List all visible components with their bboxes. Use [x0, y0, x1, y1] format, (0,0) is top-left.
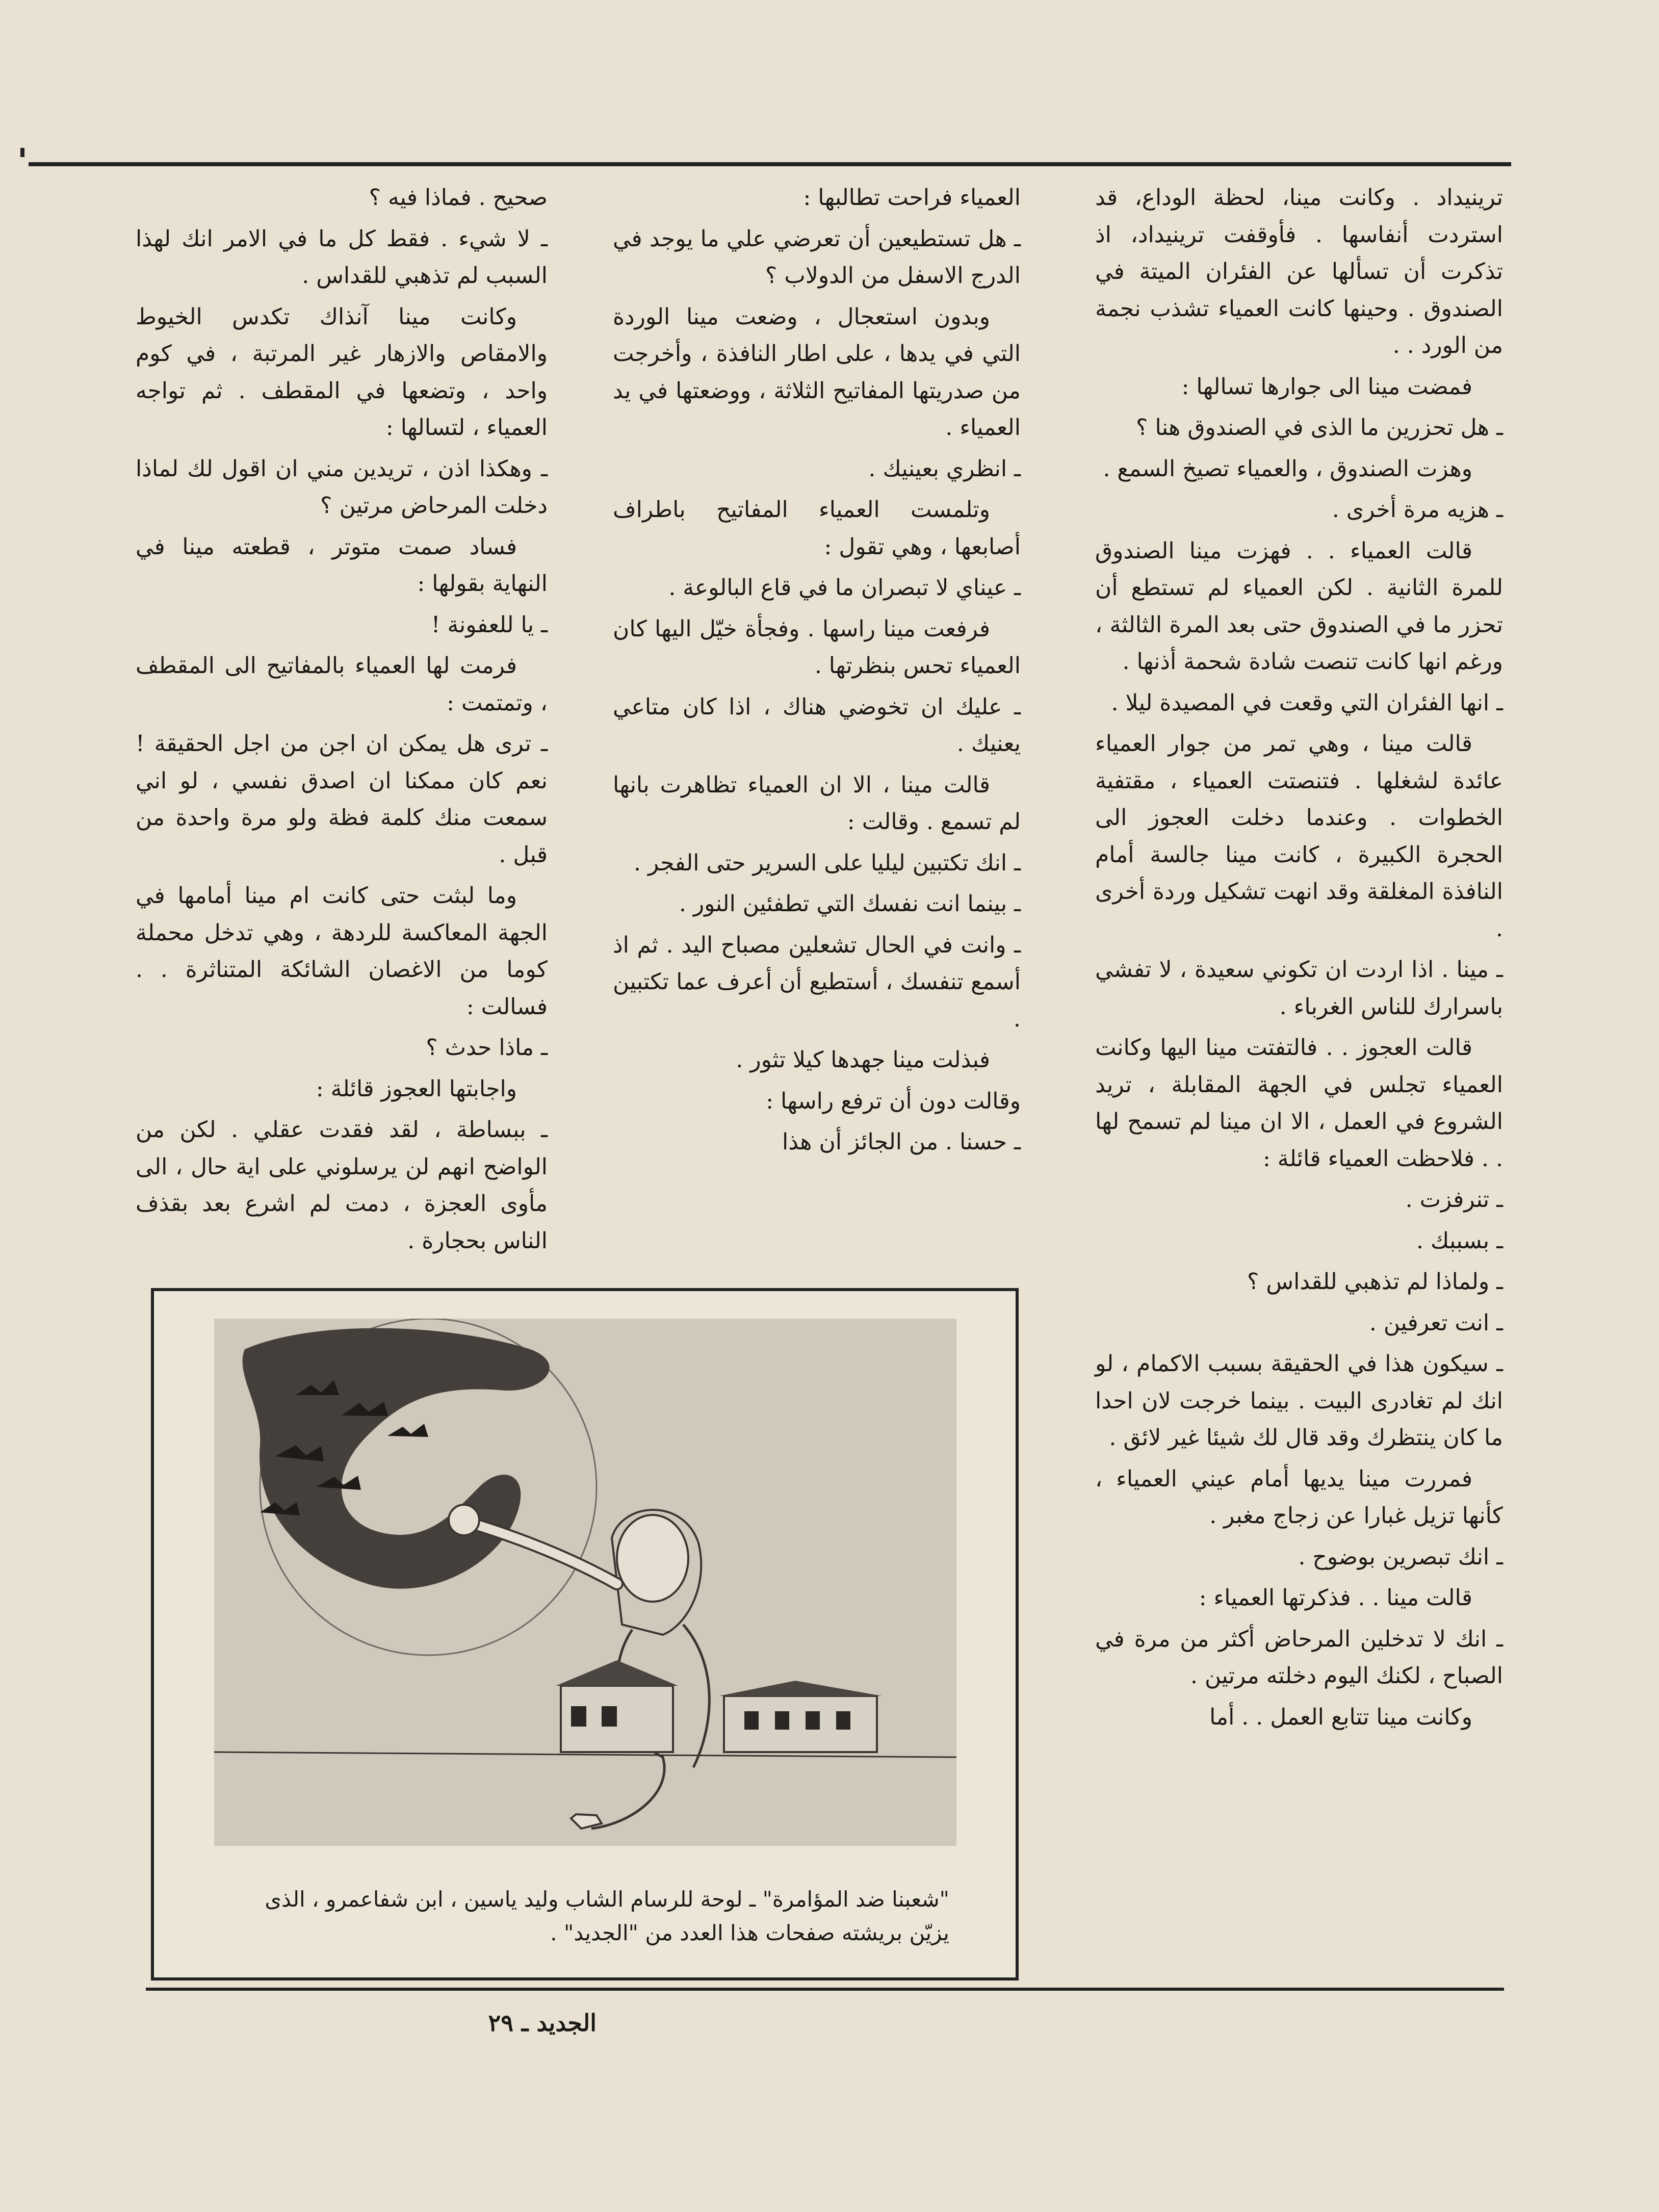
dialogue-line: ـ انك لا تدخلين المرحاض أكثر من مرة في الصباح ، لكنك اليوم دخلته مرتين . [1095, 1626, 1503, 1689]
dialogue-line: ـ انك تبصرين بوضوح . [1298, 1544, 1503, 1570]
paragraph: قالت مينا ، الا ان العمياء تظاهرت بانها لم تسمع . وقالت : [613, 771, 1021, 835]
dialogue-line: ـ هل تستطيعين أن تعرضي علي ما يوجد في الدرج الاسفل من الدولاب ؟ [613, 225, 1021, 289]
article-column-right [1095, 179, 1503, 1979]
artwork-drawing [214, 1319, 956, 1846]
paragraph: وهزت الصندوق ، والعمياء تصيخ السمع . [1103, 455, 1472, 482]
page-edge-mark [20, 148, 24, 157]
paragraph: فرفعت مينا راسها . وفجأة خيّل اليها كان العمياء تحس بنظرتها . [613, 615, 1021, 679]
dialogue-line: ـ لا شيء . فقط كل ما في الامر انك لهذا السبب لم تذهبي للقداس . [136, 225, 548, 289]
illustration-artwork [214, 1319, 956, 1846]
illustration-frame [151, 1288, 1019, 1980]
dialogue-line: ـ بينما انت نفسك التي تطفئين النور . [679, 891, 1021, 917]
article-column-middle [613, 179, 1021, 1276]
dialogue-line: ـ انك تكتبين ليليا على السرير حتى الفجر . [633, 850, 1021, 876]
dialogue-line: ـ ببساطة ، لقد فقدت عقلي . لكن من الواضح انهم لن يرسلوني على اية حال ، الى مأوى العجزة ، دمت لم اشرع بعد بقذف الناس بحجارة . [136, 1117, 548, 1254]
paragraph: فمررت مينا يديها أمام عيني العمياء ، كأنها تزيل غبارا عن زجاج مغبر . [1095, 1465, 1503, 1529]
dialogue-line: ـ ماذا حدث ؟ [426, 1035, 548, 1061]
paragraph: وكانت مينا آنذاك تكدس الخيوط والامقاص والازهار غير المرتبة ، في كوم واحد ، وتضعها في المقطف . ثم تواجه العمياء ، لتسالها : [136, 303, 548, 441]
dialogue-line: ـ وهكذا اذن ، تريدين مني ان اقول لك لماذا دخلت المرحاض مرتين ؟ [136, 455, 548, 519]
dialogue-line: ـ انها الفئران التي وقعت في المصيدة ليلا . [1111, 689, 1503, 716]
paragraph: فرمت لها العمياء بالمفاتيح الى المقطف ، وتمتمت : [136, 653, 548, 716]
dialogue-line: ـ انظري بعينيك . [868, 455, 1021, 482]
figure-caption: "شعبنا ضد المؤامرة" ـ لوحة للرسام الشاب وليد ياسين ، ابن شفاعمرو ، الذى يزيّن بريشته صفحات هذا العدد من "الجديد" . [265, 1887, 949, 1945]
bottom-rule [146, 1988, 1504, 1991]
dialogue-line: ـ عليك ان تخوضي هناك ، اذا كان متاعي يعنيك . [613, 693, 1021, 757]
paragraph: وما لبثت حتى كانت ام مينا أمامها في الجهة المعاكسة للردهة ، وهي تدخل محملة كوما من الاغصان الشائكة المتناثرة . . فسالت : [136, 883, 548, 1020]
paragraph: قالت مينا ، وهي تمر من جوار العمياء عائدة لشغلها . فتنصتت العمياء ، مقتفية الخطوات . وعندما دخلت العجوز الى الحجرة الكبيرة ، كانت مينا جالسة أمام النافذة المغلقة وقد انهت تشكيل وردة أخرى . [1095, 731, 1503, 942]
paragraph: ترينيداد . وكانت مينا، لحظة الوداع، قد استردت أنفاسها . فأوقفت ترينيداد، اذ تذكرت أن تسألها عن الفئران الميتة في الصندوق . وحينها كانت العمياء تشذب نجمة من الورد . . [1095, 185, 1503, 358]
dialogue-line: ـ ولماذا لم تذهبي للقداس ؟ [1247, 1269, 1503, 1295]
dialogue-line: ـ ترى هل يمكن ان اجن من اجل الحقيقة ! نعم كان ممكنا ان اصدق نفسي ، لو اني سمعت منك كلمة فظة ولو مرة واحدة من قبل . [136, 731, 548, 868]
dialogue-line: ـ هزيه مرة أخرى . [1332, 497, 1503, 523]
paragraph: وقالت دون أن ترفع راسها : [766, 1088, 1021, 1114]
dialogue-line: ـ وانت في الحال تشعلين مصباح اليد . ثم اذ أسمع تنفسك ، أستطيع أن أعرف عما تكتبين . [613, 932, 1021, 1032]
paragraph: صحيح . فماذا فيه ؟ [369, 185, 548, 211]
paragraph: وبدون استعجال ، وضعت مينا الوردة التي في يدها ، على اطار النافذة ، وأخرجت من صدريتها المفاتيح الثلاثة ، ووضعتها في يد العمياء . [613, 303, 1021, 441]
page-footer: الجديد ـ ٢٩ [488, 2009, 597, 2037]
paragraph: قالت العمياء . . فهزت مينا الصندوق للمرة الثانية . لكن العمياء لم تستطع أن تحزر ما في الصندوق حتى بعد المرة الثالثة ، ورغم انها كانت تنصت شادة شحمة أذنها . [1095, 537, 1503, 675]
paragraph: وكانت مينا تتابع العمل . . أما [1209, 1704, 1472, 1730]
paragraph: فساد صمت متوتر ، قطعته مينا في النهاية بقولها : [136, 533, 548, 597]
dialogue-line: ـ سيكون هذا في الحقيقة بسبب الاكمام ، لو انك لم تغادرى البيت . بينما خرجت لان احدا ما كان ينتظرك وقد قال لك شيئا غير لائق . [1095, 1351, 1503, 1451]
top-rule [29, 162, 1511, 166]
paragraph: وتلمست العمياء المفاتيح باطراف أصابعها ، وهي تقول : [613, 497, 1021, 560]
dialogue-line: ـ عيناي لا تبصران ما في قاع البالوعة . [668, 575, 1021, 601]
paragraph: فبذلت مينا جهدها كيلا تثور . [736, 1047, 990, 1073]
dialogue-line: ـ انت تعرفين . [1369, 1309, 1503, 1336]
dialogue-line: ـ مينا . اذا اردت ان تكوني سعيدة ، لا تفشي باسرارك للناس الغرباء . [1095, 957, 1503, 1020]
paragraph: قالت العجوز . . فالتفتت مينا اليها وكانت العمياء تجلس في الجهة المقابلة ، تريد الشروع في العمل ، الا ان مينا لم تسمح لها . . فلاحظت العمياء قائلة : [1095, 1035, 1503, 1172]
dialogue-line: ـ يا للعفونة ! [431, 611, 548, 638]
dialogue-line: ـ بسببك . [1416, 1227, 1503, 1254]
paragraph: فمضت مينا الى جوارها تسالها : [1181, 373, 1472, 400]
paragraph: قالت مينا . . فذكرتها العمياء : [1199, 1585, 1472, 1611]
dialogue-line: ـ تنرفزت . [1405, 1187, 1503, 1213]
paragraph: واجابتها العجوز قائلة : [316, 1075, 517, 1102]
dialogue-line: ـ حسنا . من الجائز أن هذا [782, 1129, 1021, 1155]
paragraph: العمياء فراحت تطالبها : [803, 185, 1021, 211]
dialogue-line: ـ هل تحزرين ما الذى في الصندوق هنا ؟ [1136, 415, 1503, 441]
article-column-left [136, 179, 548, 1276]
